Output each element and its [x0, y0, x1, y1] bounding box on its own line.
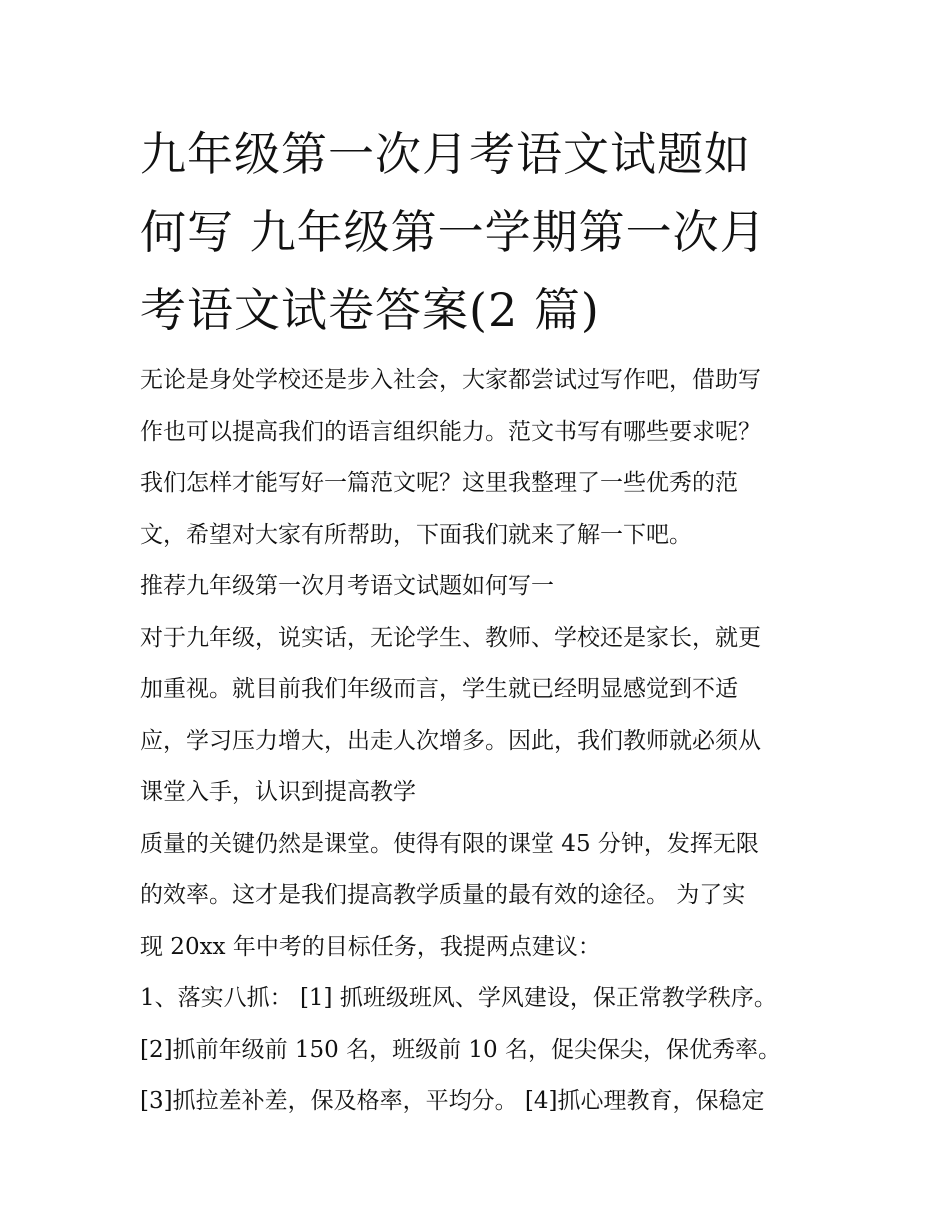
document-body	[140, 355, 830, 1128]
body-line: [3]抓拉差补差，保及格率，平均分。 [4]抓心理教育，保稳定	[140, 1088, 765, 1114]
title-line: 考语文试卷答案(2 篇)	[140, 283, 600, 337]
body-line: 1、落实八抓： [1] 抓班级班风、学风建设，保正常教学秩序。	[140, 985, 777, 1011]
body-line: 质量的关键仍然是课堂。使得有限的课堂 45 分钟，发挥无限	[140, 830, 759, 857]
body-line: 应，学习压力增大，出走人次增多。因此，我们教师就必须从	[140, 727, 761, 754]
section-heading: 推荐九年级第一次月考语文试题如何写一	[140, 573, 554, 599]
body-line: [2]抓前年级前 150 名，班级前 10 名，促尖保尖，保优秀率。	[140, 1036, 781, 1063]
document-title	[140, 115, 820, 349]
body-line: 现 20xx 年中考的目标任务，我提两点建议：	[140, 933, 601, 960]
body-line: 我们怎样才能写好一篇范文呢？这里我整理了一些优秀的范	[140, 470, 738, 496]
title-line: 何写 九年级第一学期第一次月	[140, 205, 767, 259]
body-line: 文，希望对大家有所帮助，下面我们就来了解一下吧。	[140, 521, 692, 548]
body-line: 作也可以提高我们的语言组织能力。范文书写有哪些要求呢？	[140, 418, 761, 445]
body-line: 对于九年级，说实话，无论学生、教师、学校还是家长，就更	[140, 624, 761, 651]
title-line: 九年级第一次月考语文试题如	[140, 127, 751, 181]
body-line: 课堂入手，认识到提高教学	[140, 779, 416, 805]
body-line: 加重视。就目前我们年级而言，学生就已经明显感觉到不适	[140, 676, 738, 702]
body-line: 的效率。这才是我们提高教学质量的最有效的途径。 为了实	[140, 882, 746, 908]
body-line: 无论是身处学校还是步入社会，大家都尝试过写作吧，借助写	[140, 367, 761, 393]
